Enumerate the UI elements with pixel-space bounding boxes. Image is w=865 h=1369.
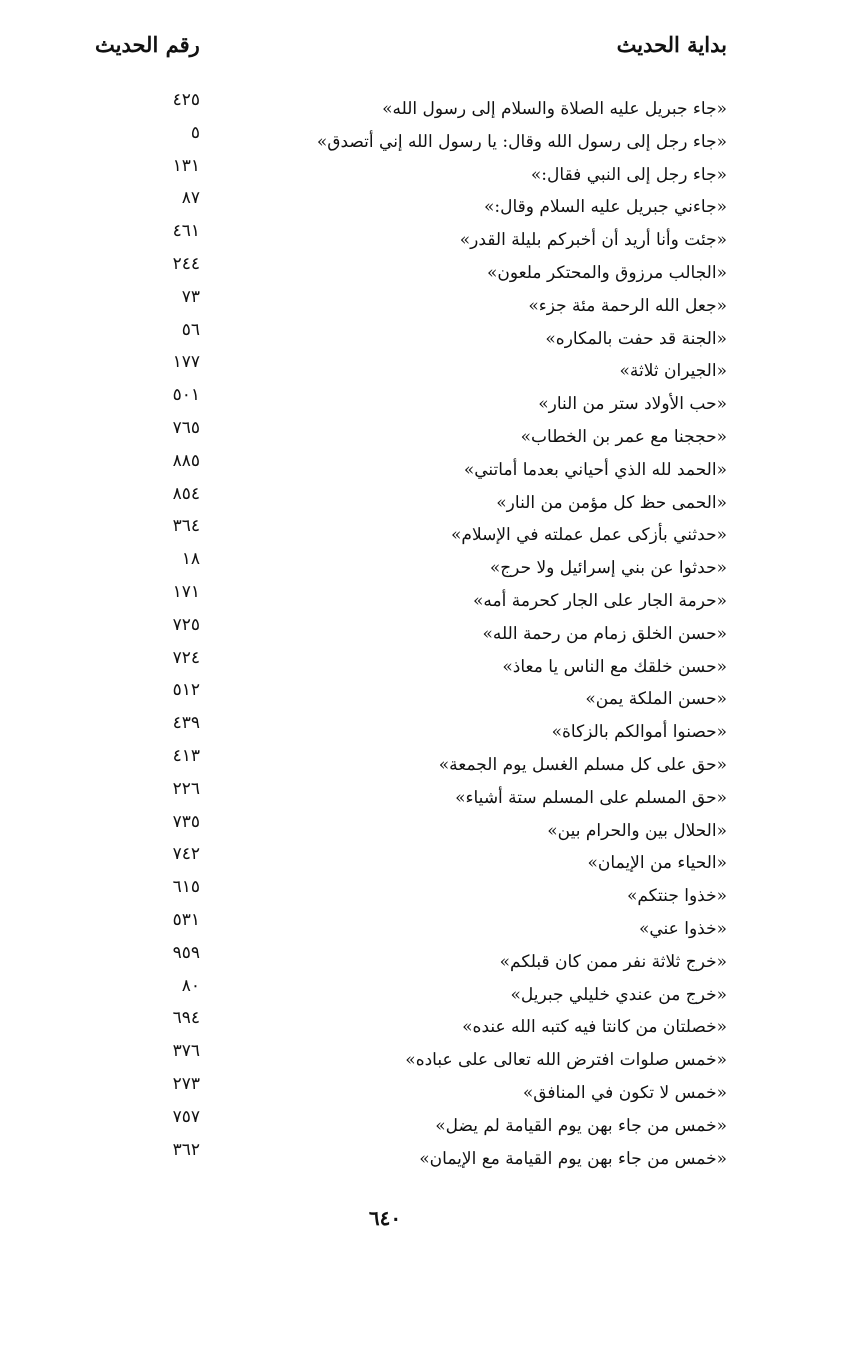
index-entry-row (0, 547, 865, 580)
index-entry-row (0, 186, 865, 219)
hadith-number: ٢٧٣ (172, 1073, 200, 1094)
hadith-number: ٤٢٥ (172, 90, 200, 110)
index-entry-row (0, 416, 865, 449)
hadith-start-text: «حسن الملكة يمن» (585, 689, 727, 710)
hadith-start-text: «الجالب مرزوق والمحتكر ملعون» (486, 262, 727, 283)
hadith-number: ٢٢٦ (172, 778, 200, 799)
index-entry-row (0, 1006, 865, 1039)
column-header-hadith-number: رقم الحديث (95, 32, 200, 57)
hadith-number: ٥ (190, 122, 200, 143)
index-entry-row (0, 350, 865, 383)
index-entry-row (0, 482, 865, 515)
hadith-start-text: «حدثني بأزكى عمل عملته في الإسلام» (451, 525, 727, 546)
index-entry-row (0, 974, 865, 1007)
index-entry-row (0, 1138, 865, 1171)
hadith-number: ٤٦١ (172, 221, 200, 242)
hadith-number: ٥١٢ (172, 680, 200, 701)
hadith-start-text: «خمس من جاء بهن يوم القيامة لم يضل» (435, 1115, 727, 1136)
hadith-start-text: «خرج من عندي خليلي جبريل» (510, 984, 727, 1005)
hadith-start-text: «حججنا مع عمر بن الخطاب» (520, 426, 727, 447)
hadith-start-text: «الحمد لله الذي أحياني بعدما أماتني» (463, 459, 727, 480)
hadith-number: ٧٢٥ (172, 614, 200, 635)
hadith-number: ٧٣٥ (172, 811, 200, 832)
hadith-number: ٣٦٢ (172, 1139, 200, 1160)
index-entry-row (0, 711, 865, 744)
index-entry-row (0, 88, 865, 121)
hadith-number: ٢٤٤ (172, 253, 200, 274)
hadith-start-text: «جعل الله الرحمة مئة جزء» (528, 295, 727, 316)
hadith-start-text: «جاء رجل إلى النبي فقال:» (530, 164, 727, 185)
hadith-number: ٨٠ (181, 975, 200, 996)
index-entry-row (0, 1105, 865, 1138)
hadith-start-text: «جاء جبريل عليه الصلاة والسلام إلى رسول الله» (382, 99, 727, 119)
index-entry-row (0, 383, 865, 416)
index-entry-row (0, 154, 865, 187)
hadith-number: ٤١٣ (172, 745, 200, 766)
hadith-start-text: «حسن خلقك مع الناس يا معاذ» (502, 656, 727, 677)
hadith-start-text: «خذوا جنتكم» (626, 886, 727, 907)
index-entry-row (0, 318, 865, 351)
hadith-start-text: «الجنة قد حفت بالمكاره» (545, 328, 727, 349)
hadith-start-text: «الحياء من الإيمان» (587, 853, 727, 874)
hadith-number: ٥٦ (181, 319, 200, 340)
hadith-number: ٦١٥ (172, 877, 200, 898)
hadith-start-text: «خرج ثلاثة نفر ممن كان قبلكم» (499, 951, 727, 972)
hadith-start-text: «حصنوا أموالكم بالزكاة» (551, 722, 727, 743)
hadith-number: ٨٨٥ (172, 450, 200, 471)
index-entry-row (0, 219, 865, 252)
hadith-start-text: «خذوا عني» (638, 918, 727, 939)
hadith-start-text: «جاءني جبريل عليه السلام وقال:» (484, 197, 727, 218)
page-number: ٦٤٠ (368, 1206, 402, 1230)
index-entry-row (0, 121, 865, 154)
hadith-number: ٣٦٤ (172, 516, 200, 537)
index-entry-row (0, 613, 865, 646)
hadith-number: ١٣١ (172, 155, 200, 176)
index-entries-list (0, 88, 865, 1170)
hadith-start-text: «خمس لا تكون في المنافق» (522, 1082, 727, 1103)
hadith-number: ٨٧ (181, 188, 200, 209)
hadith-start-text: «حرمة الجار على الجار كحرمة أمه» (472, 590, 727, 611)
hadith-start-text: «خمس صلوات افترض الله تعالى على عباده» (405, 1050, 727, 1071)
index-entry-row (0, 908, 865, 941)
index-entry-row (0, 1072, 865, 1105)
hadith-start-text: «جاء رجل إلى رسول الله وقال: يا رسول الله إني أتصدق» (316, 131, 727, 152)
index-entry-row (0, 777, 865, 810)
index-entry-row (0, 1039, 865, 1072)
hadith-start-text: «حب الأولاد ستر من النار» (538, 394, 727, 415)
hadith-start-text: «خصلتان من كانتا فيه كتبه الله عنده» (462, 1017, 727, 1038)
hadith-number: ٧٥٧ (172, 1106, 200, 1127)
index-entry-row (0, 646, 865, 679)
index-entry-row (0, 744, 865, 777)
index-entry-row (0, 285, 865, 318)
hadith-number: ٩٥٩ (172, 942, 200, 963)
hadith-start-text: «خمس من جاء بهن يوم القيامة مع الإيمان» (419, 1148, 727, 1169)
hadith-start-text: «الجيران ثلاثة» (619, 361, 727, 382)
index-entry-row (0, 875, 865, 908)
hadith-number: ٥٠١ (172, 385, 200, 406)
index-entry-row (0, 678, 865, 711)
hadith-number: ٥٣١ (172, 909, 200, 930)
index-entry-row (0, 941, 865, 974)
hadith-number: ٦٩٤ (172, 1008, 200, 1029)
hadith-start-text: «جئت وأنا أريد أن أخبركم بليلة القدر» (459, 230, 727, 251)
index-entry-row (0, 580, 865, 613)
hadith-start-text: «حق على كل مسلم الغسل يوم الجمعة» (438, 754, 727, 775)
hadith-number: ١٧١ (172, 581, 200, 602)
index-entry-row (0, 810, 865, 843)
hadith-number: ٧٣ (181, 286, 200, 307)
index-entry-row (0, 252, 865, 285)
index-entry-row (0, 514, 865, 547)
hadith-number: ٨٥٤ (172, 483, 200, 504)
index-entry-row (0, 449, 865, 482)
index-entry-row (0, 842, 865, 875)
hadith-number: ٣٧٦ (172, 1041, 200, 1062)
hadith-number: ٤٣٩ (172, 713, 200, 734)
hadith-start-text: «الحمى حظ كل مؤمن من النار» (496, 492, 727, 513)
hadith-start-text: «حسن الخلق زمام من رحمة الله» (482, 623, 727, 644)
column-header-hadith-start: بداية الحديث (616, 32, 727, 57)
hadith-number: ٧٦٥ (172, 417, 200, 438)
hadith-start-text: «الحلال بين والحرام بين» (547, 820, 727, 841)
hadith-number: ١٨ (181, 549, 200, 570)
hadith-number: ١٧٧ (172, 352, 200, 373)
hadith-start-text: «حق المسلم على المسلم ستة أشياء» (455, 787, 727, 808)
hadith-number: ٧٤٢ (172, 844, 200, 865)
hadith-number: ٧٢٤ (172, 647, 200, 668)
hadith-start-text: «حدثوا عن بني إسرائيل ولا حرج» (489, 558, 727, 579)
